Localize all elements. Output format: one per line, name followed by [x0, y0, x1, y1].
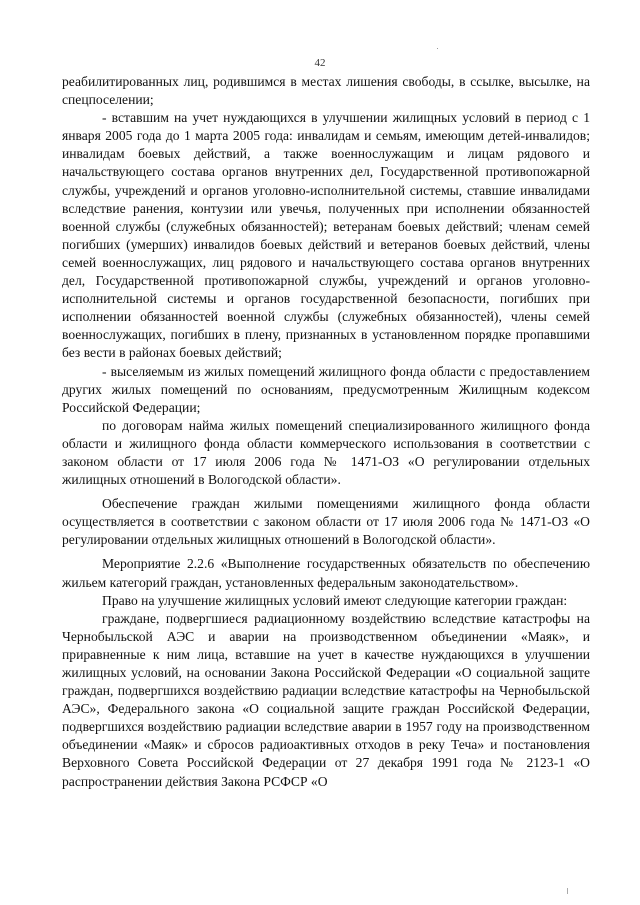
paragraph-radiation-victims: граждане, подвергшиеся радиационному воздействию вследствие катастрофы на Чернобыльской АЭС и аварии на производственном объединении «Маяк», и приравненные к ним лица, вставшие на учет в качестве нуждающихся в улучшении жилищных условий, на основании Закона Российской Федерации «О социальной защите граждан, подвергшихся воздействию радиации вследствие катастрофы на Чернобыльской АЭС», Федерального закона «О социальной защите граждан Российской Федерации, подвергшихся воздействию радиации вследствие аварии в 1957 году на производственном объединении «Маяк» и сбросов радиоактивных отходов в реку Теча» и постановления Верховного Совета Российской Федерации от 27 декабря 1991 года № 2123-1 «О распространении действия Закона РСФСР «О	[62, 610, 590, 789]
document-body	[62, 73, 590, 791]
paragraph-eligible-categories: Право на улучшение жилищных условий имеют следующие категории граждан:	[102, 592, 568, 608]
scan-speck	[567, 888, 568, 894]
paragraph-lease-contracts: по договорам найма жилых помещений специализированного жилищного фонда области и жилищного фонда области коммерческого использования в соответствии с законом области от 17 июля 2006 года № 1471-ОЗ «О регулировании отдельных жилищных отношений в Вологодской области».	[62, 417, 590, 488]
paragraph-measure-2-2-6: Мероприятие 2.2.6 «Выполнение государственных обязательств по обеспечению жильем категорий граждан, установленных федеральным законодательством».	[62, 556, 590, 590]
paragraph-continuation: реабилитированных лиц, родившимся в местах лишения свободы, в ссылке, высылке, на спецпоселении;	[62, 74, 590, 108]
paragraph-registered-2005: - вставшим на учет нуждающихся в улучшении жилищных условий в период с 1 января 2005 года до 1 марта 2005 года: инвалидам и семьям, имеющим детей-инвалидов; инвалидам боевых действий, а также военнослужащим и лицам рядового и начальствующего состава органов внутренних дел, Государственной противопожарной службы, учреждений и органов уголовно-исполнительной системы, ставшие инвалидами вследствие ранения, контузии или увечья, полученных при исполнении обязанностей военной службы (служебных обязанностей); ветеранам боевых действий; членам семей погибших (умерших) инвалидов боевых действий и ветеранов боевых действий, члены семей военнослужащих, лиц рядового и начальствующего состава органов внутренних дел, Государственной противопожарной службы, учреждений и органов уголовно-исполнительной системы и органов государственной безопасности, погибших при исполнении обязанностей военной службы (служебных обязанностей), члены семей военнослужащих, погибших в плену, признанных в установленном порядке пропавшими без вести в районах боевых действий;	[62, 110, 590, 361]
scan-speck	[437, 48, 438, 49]
page-number: 42	[314, 57, 326, 69]
paragraph-housing-provision: Обеспечение граждан жилыми помещениями жилищного фонда области осуществляется в соответствии с законом области от 17 июля 2006 года № 1471-ОЗ «О регулировании отдельных жилищных отношений в Вологодской области».	[62, 496, 590, 548]
paragraph-evicted: - выселяемым из жилых помещений жилищного фонда области с предоставлением других жилых помещений по основаниям, предусмотренным Жилищным кодексом Российской Федерации;	[62, 363, 590, 415]
